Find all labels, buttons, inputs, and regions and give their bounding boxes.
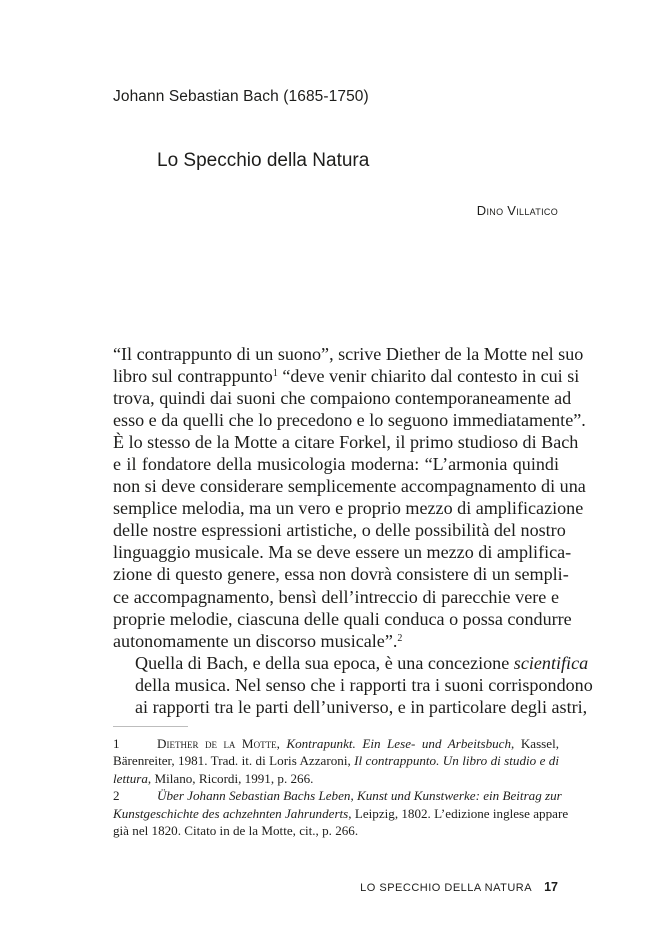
text-line bbox=[113, 365, 580, 387]
chapter-title: Lo Specchio della Natura bbox=[157, 150, 370, 171]
running-header: Johann Sebastian Bach (1685-1750) bbox=[113, 88, 369, 105]
text-run: libro sul contrappunto bbox=[113, 366, 273, 387]
footnote-line bbox=[113, 770, 559, 787]
text-run: “deve venir chiarito dal contesto in cui si bbox=[277, 366, 580, 387]
footnote-text: Bärenreiter, 1981. Trad. it. di Loris Azzaroni, bbox=[113, 753, 355, 769]
footnote-line bbox=[113, 735, 559, 752]
text-line: linguaggio musicale. Ma se deve essere un mezzo di amplifica- bbox=[113, 542, 572, 563]
footnote-line bbox=[113, 805, 569, 822]
text-line: semplice melodia, ma un vero e proprio mezzo di amplificazione bbox=[113, 498, 584, 519]
footnote-italic: Il contrappunto. Un libro di studio e di bbox=[354, 753, 559, 769]
footnote-number: 1 bbox=[113, 736, 120, 751]
footnote-text: , Kassel, bbox=[511, 736, 559, 751]
text-line: della musica. Nel senso che i rapporti tra i suoni corrispondono bbox=[135, 674, 593, 695]
text-line: esso e da quelli che lo precedono e lo seguono immediatamente”. bbox=[113, 410, 586, 431]
footnote bbox=[113, 735, 559, 787]
footnote-number: 2 bbox=[113, 788, 120, 804]
text-run: Quella di Bach, e della sua epoca, è una concezione bbox=[135, 652, 514, 673]
text-line: “Il contrappunto di un suono”, scrive Diether de la Motte nel suo bbox=[113, 344, 584, 364]
text-line: È lo stesso de la Motte a citare Forkel, il primo studioso di Bach bbox=[113, 432, 579, 453]
running-footer bbox=[360, 880, 558, 894]
footnote-text: già nel 1820. Citato in de la Motte, cit., p. 266. bbox=[113, 823, 359, 839]
body-text bbox=[113, 343, 593, 718]
footnote-italic: Kunstgeschichte des achzehnten Jahrunderts bbox=[113, 805, 349, 821]
footnote-italic: Kontrapunkt. Ein Lese- und Arbeitsbuch bbox=[286, 736, 512, 751]
text-line: e il fondatore della musicologia moderna: “L’armonia quindi bbox=[113, 454, 559, 475]
footnote-text: , bbox=[276, 736, 287, 751]
text-line: trova, quindi dai suoni che compaiono contemporaneamente ad bbox=[113, 388, 572, 409]
page-number: 17 bbox=[544, 880, 558, 894]
footnote-line bbox=[113, 787, 562, 804]
footnote-reference: 1 bbox=[272, 368, 278, 380]
text-line bbox=[113, 652, 589, 674]
text-line: zione di questo genere, essa non dovrà consistere di un sempli- bbox=[113, 564, 569, 585]
footnote-italic: lettura bbox=[113, 770, 148, 786]
footnotes bbox=[113, 735, 569, 839]
text-line: ce accompagnamento, bensì dell’intreccio di parecchie vere e bbox=[113, 586, 559, 607]
paragraph-2 bbox=[113, 652, 593, 718]
footnote-italic: Über Johann Sebastian Bachs Leben, Kunst und Kunstwerke: ein Beitrag zur bbox=[157, 788, 562, 804]
footnote-text: , Leipzig, 1802. L’edizione inglese appare bbox=[348, 805, 569, 821]
footer-running-title: LO SPECCHIO DELLA NATURA bbox=[360, 882, 533, 894]
text-line bbox=[113, 630, 559, 652]
footnote-separator bbox=[113, 726, 188, 727]
text-line: non si deve considerare semplicemente accompagnamento di una bbox=[113, 476, 586, 497]
text-line: proprie melodie, ciascuna delle quali conduca o possa condurre bbox=[113, 608, 572, 629]
footnote-text: , Milano, Ricordi, 1991, p. 266. bbox=[147, 770, 314, 786]
text-line: ai rapporti tra le parti dell’universo, e in particolare degli astri, bbox=[135, 696, 588, 717]
footnote-author: Diether de la Motte bbox=[157, 736, 277, 751]
footnote-line bbox=[113, 822, 559, 839]
text-line: delle nostre espressioni artistiche, o delle possibilità del nostro bbox=[113, 520, 566, 541]
paragraph-1 bbox=[113, 343, 586, 652]
footnote bbox=[113, 787, 569, 839]
text-run: autonomamente un discorso musicale”. bbox=[113, 630, 398, 651]
footnote-reference: 2 bbox=[397, 632, 403, 644]
author-name: Dino Villatico bbox=[476, 203, 558, 218]
footnote-line bbox=[113, 752, 559, 769]
emphasis: scientifica bbox=[513, 652, 589, 673]
